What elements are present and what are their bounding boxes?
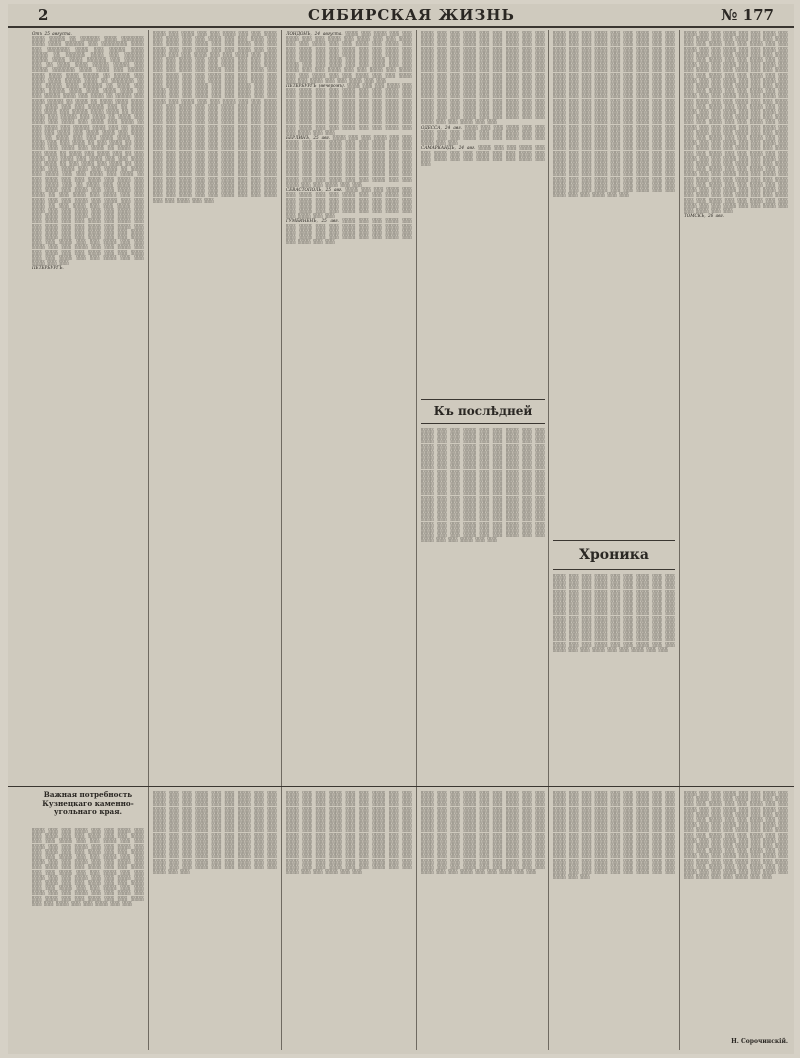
heading-rule [553,540,675,541]
column-divider [281,30,282,1050]
page-number: 2 [38,6,49,24]
column-1-text [32,31,144,783]
heading-rule [421,399,545,400]
dateline: СЕВАСТОПОЛЬ, 25 авг. [286,187,343,193]
column-divider [548,30,549,1050]
text-block: ░░░░ ░░░ ░░░ ░░░░ ░░░ ░░░ ░░░░ ░░░ ░░░ ░░░░ ░░░ ░░░ ░░░░ ░░░ ░░░ ░░░░ ░░░ ░░░ ░░░░ ░░░ ░░░ ░░░░ ░░░ ░░░ ░░░░ ░░░ ░░░ ░░░░ ░░░ ░░░ ░░░░ ░░░ ░░░ ░░░░ ░░░ ░░░ ░░░░ ░░░ ░░░ ░░░░ ░░░ ░░░ ░░░░ ░░░ ░░░ ░░░░ ░░░ ░░░ ░░░░ ░░░ ░░░ ░░░░ ░░░ ░░░ ░░░░ ░░░ ░░░ ░░░░ ░░░ ░░░ ░░░░ ░░░ ░░░ ░░░░ ░░░ ░░░ ░░░░ ░░░ ░░░ ░░░░ ░░░ ░░░ ░░░░ ░░░ ░░░ ░░░░ ░░░ ░░░ ░░░░ ░░░ ░░░ ░░░░ ░░░ ░░░ ░░░░ ░░░ ░░░ ░░░░ ░░░ ░░░ ░░░░ ░░░ ░░░ ░░░░ ░░░ ░░░ ░░░░ ░░░ ░░░ ░░░░ ░░░ ░░░ ░░░░ ░░░ ░░░ ░░░░ ░░░ ░░░ ░░░░ ░░░ ░░░ ░░░░ ░░░ ░░░ ░░░░ ░░░ ░░░ ░░░░ ░░░ ░░░ ░░░░ ░░░ ░░░ ░░░░ ░░░ ░░░ ░░░░ ░░░ ░░░ ░░░░ ░░░ ░░░ ░░░░ ░░░ ░░░ ░░░░ ░░░ ░░░ [153,791,277,875]
text-block: ░░░░ ░░░ ░░░ ░░░░ ░░░ ░░░ ░░░░ ░░░ ░░░ ░░░░ ░░░ ░░░ ░░░░ ░░░ ░░░ ░░░░ ░░░ ░░░ ░░░░ ░░░ ░░░ ░░░░ ░░░ ░░░ ░░░░ ░░░ ░░░ ░░░░ ░░░ ░░░ ░░░░ ░░░ ░░░ ░░░░ ░░░ ░░░ ░░░░ ░░░ ░░░ ░░░░ ░░░ ░░░ ░░░░ ░░░ ░░░ ░░░░ ░░░ ░░░ ░░░░ ░░░ ░░░ ░░░░ ░░░ ░░░ ░░░░ ░░░ ░░░ ░░░░ ░░░ ░░░ ░░░░ ░░░ ░░░ ░░░░ ░░░ ░░░ ░░░░ ░░░ ░░░ ░░░░ ░░░ ░░░ ░░░░ ░░░ ░░░ ░░░░ ░░░ ░░░ ░░░░ ░░░ ░░░ ░░░░ ░░░ ░░░ ░░░░ ░░░ ░░░ ░░░░ ░░░ ░░░ ░░░░ ░░░ ░░░ ░░░░ ░░░ ░░░ ░░░░ ░░░ ░░░ ░░░░ ░░░ ░░░ ░░░░ ░░░ ░░░ ░░░░ ░░░ ░░░ ░░░░ ░░░ ░░░ ░░░░ ░░░ ░░░ ░░░░ ░░░ ░░░ ░░░░ ░░░ ░░░ ░░░░ ░░░ ░░░ ░░░░ ░░░ ░░░ ░░░░ ░░░ ░░░ ░░░░ ░░░ ░░░ ░░░░ ░░░ ░░░ [684,791,788,880]
dateline: ЛОНДОНЪ, 24 августа. [286,31,343,36]
section-rule [8,786,794,787]
text-block: ░░░░ ░░░ ░░░ ░░░░ ░░░ ░░░ ░░░░ ░░░ ░░░ ░░░░ ░░░ ░░░ ░░░░ ░░░ ░░░ ░░░░ ░░░ ░░░ ░░░░ ░░░ ░░░ ░░░░ ░░░ ░░░ ░░░░ ░░░ ░░░ ░░░░ ░░░ ░░░ ░░░░ ░░░ ░░░ ░░░░ ░░░ ░░░ ░░░░ ░░░ ░░░ ░░░░ ░░░ ░░░ ░░░░ ░░░ ░░░ [286,187,412,219]
text-block: ░░░░ ░░░ ░░░ ░░░░ ░░░ ░░░ ░░░░ ░░░ ░░░ ░░░░ ░░░ ░░░ ░░░░ ░░░ ░░░ ░░░░ ░░░ ░░░ ░░░░ ░░░ ░░░ ░░░░ ░░░ ░░░ ░░░░ ░░░ ░░░ ░░░░ ░░░ ░░░ ░░░░ ░░░ ░░░ ░░░░ ░░░ ░░░ ░░░░ ░░░ ░░░ ░░░░ ░░░ ░░░ ░░░░ ░░░ ░░░ ░░░░ ░░░ ░░░ ░░░░ ░░░ ░░░ ░░░░ ░░░ ░░░ ░░░░ ░░░ ░░░ ░░░░ ░░░ ░░░ ░░░░ ░░░ ░░░ ░░░░ ░░░ ░░░ ░░░░ ░░░ ░░░ ░░░░ ░░░ ░░░ ░░░░ ░░░ ░░░ ░░░░ ░░░ ░░░ ░░░░ ░░░ ░░░ ░░░░ ░░░ ░░░ ░░░░ ░░░ ░░░ ░░░░ ░░░ ░░░ ░░░░ ░░░ ░░░ ░░░░ ░░░ ░░░ ░░░░ ░░░ ░░░ ░░░░ ░░░ ░░░ ░░░░ ░░░ ░░░ ░░░░ ░░░ ░░░ ░░░░ ░░░ ░░░ ░░░░ ░░░ ░░░ ░░░░ ░░░ ░░░ ░░░░ ░░░ ░░░ ░░░░ ░░░ ░░░ ░░░░ ░░░ ░░░ ░░░░ ░░░ ░░░ ░░░░ ░░░ ░░░ ░░░░ ░░░ ░░░ ░░░░ ░░░ ░░░ ░░░░ ░░░ ░░░ ░░░░ ░░░ ░░░ ░░░░ ░░░ ░░░ ░░░░ ░░░ ░░░ ░░░░ ░░░ ░░░ ░░░░ ░░░ ░░░ ░░░░ ░░░ ░░░ [421,31,545,125]
article-heading: Важная потребность Кузнецкаго каменно-угольнаго края. [42,791,134,817]
dateline: ОДЕССА, 24 авг. [421,124,462,130]
text-block: ░░░░ ░░░ ░░░ ░░░░ ░░░ ░░░ ░░░░ ░░░ ░░░ ░░░░ ░░░ ░░░ ░░░░ ░░░ ░░░ ░░░░ ░░░ ░░░ ░░░░ ░░░ ░░░ ░░░░ ░░░ ░░░ ░░░░ ░░░ ░░░ ░░░░ ░░░ ░░░ ░░░░ ░░░ ░░░ ░░░░ ░░░ ░░░ ░░░░ ░░░ ░░░ ░░░░ ░░░ ░░░ ░░░░ ░░░ ░░░ ░░░░ ░░░ ░░░ ░░░░ ░░░ ░░░ ░░░░ ░░░ ░░░ ░░░░ ░░░ ░░░ ░░░░ ░░░ ░░░ ░░░░ ░░░ ░░░ ░░░░ ░░░ ░░░ ░░░░ ░░░ ░░░ ░░░░ ░░░ ░░░ ░░░░ ░░░ ░░░ ░░░░ ░░░ ░░░ ░░░░ ░░░ ░░░ ░░░░ ░░░ ░░░ ░░░░ ░░░ ░░░ ░░░░ ░░░ ░░░ ░░░░ ░░░ ░░░ ░░░░ ░░░ ░░░ ░░░░ ░░░ ░░░ ░░░░ ░░░ ░░░ ░░░░ ░░░ ░░░ ░░░░ ░░░ ░░░ ░░░░ ░░░ ░░░ ░░░░ ░░░ ░░░ ░░░░ ░░░ ░░░ ░░░░ ░░░ ░░░ ░░░░ ░░░ ░░░ ░░░░ ░░░ ░░░ ░░░░ ░░░ ░░░ ░░░░ ░░░ ░░░ ░░░░ ░░░ ░░░ ░░░░ ░░░ ░░░ ░░░░ ░░░ ░░░ ░░░░ ░░░ ░░░ ░░░░ ░░░ ░░░ ░░░░ ░░░ ░░░ ░░░░ ░░░ ░░░ ░░░░ ░░░ ░░░ ░░░░ ░░░ ░░░ ░░░░ ░░░ ░░░ ░░░░ ░░░ ░░░ ░░░░ ░░░ ░░░ ░░░░ ░░░ ░░░ ░░░░ ░░░ ░░░ ░░░░ ░░░ ░░░ ░░░░ ░░░ ░░░ ░░░░ ░░░ ░░░ ░░░░ ░░░ ░░░ ░░░░ ░░░ ░░░ ░░░░ ░░░ ░░░ ░░░░ ░░░ ░░░ ░░░░ ░░░ ░░░ ░░░░ ░░░ ░░░ ░░░░ ░░░ ░░░ ░░░░ ░░░ ░░░ ░░░░ ░░░ ░░░ ░░░░ ░░░ ░░░ ░░░░ ░░░ ░░░ ░░░░ ░░░ ░░░ ░░░░ ░░░ ░░░ ░░░░ ░░░ ░░░ ░░░░ ░░░ ░░░ ░░░░ ░░░ ░░░ ░░░░ ░░░ ░░░ ░░░░ ░░░ ░░░ ░░░░ ░░░ ░░░ ░░░░ ░░░ ░░░ ░░░░ ░░░ ░░░ ░░░░ ░░░ ░░░ ░░░░ ░░░ ░░░ ░░░░ ░░░ ░░░ ░░░░ ░░░ ░░░ ░░░░ ░░░ ░░░ ░░░░ ░░░ ░░░ ░░░░ ░░░ ░░░ ░░░░ ░░░ ░░░ ░░░░ ░░░ ░░░ ░░░░ ░░░ ░░░ ░░░░ ░░░ ░░░ ░░░░ ░░░ ░░░ ░░░░ ░░░ ░░░ [553,31,675,198]
text-block: ░░░░ ░░░ ░░░ ░░░░ ░░░ ░░░ ░░░░ ░░░ ░░░ ░░░░ ░░░ ░░░ ░░░░ ░░░ ░░░ ░░░░ ░░░ ░░░ ░░░░ ░░░ ░░░ ░░░░ ░░░ ░░░ ░░░░ ░░░ ░░░ ░░░░ ░░░ ░░░ ░░░░ ░░░ ░░░ ░░░░ ░░░ ░░░ ░░░░ ░░░ ░░░ ░░░░ ░░░ ░░░ ░░░░ ░░░ ░░░ ░░░░ ░░░ ░░░ ░░░░ ░░░ ░░░ ░░░░ ░░░ ░░░ ░░░░ ░░░ ░░░ ░░░░ ░░░ ░░░ ░░░░ ░░░ ░░░ ░░░░ ░░░ ░░░ ░░░░ ░░░ ░░░ ░░░░ ░░░ ░░░ ░░░░ ░░░ ░░░ ░░░░ ░░░ ░░░ ░░░░ ░░░ ░░░ ░░░░ ░░░ ░░░ ░░░░ ░░░ ░░░ ░░░░ ░░░ ░░░ ░░░░ ░░░ ░░░ ░░░░ ░░░ ░░░ ░░░░ ░░░ ░░░ ░░░░ ░░░ ░░░ ░░░░ ░░░ ░░░ ░░░░ ░░░ ░░░ ░░░░ ░░░ ░░░ ░░░░ ░░░ ░░░ ░░░░ ░░░ ░░░ ░░░░ ░░░ ░░░ ░░░░ ░░░ ░░░ ░░░░ ░░░ ░░░ ░░░░ ░░░ ░░░ ░░░░ ░░░ ░░░ ░░░░ ░░░ ░░░ ░░░░ ░░░ ░░░ ░░░░ ░░░ ░░░ ░░░░ ░░░ ░░░ ░░░░ ░░░ ░░░ [553,791,675,880]
text-block: ░░░░ ░░░ ░░░ ░░░░ ░░░ ░░░ ░░░░ ░░░ ░░░ ░░░░ ░░░ ░░░ ░░░░ ░░░ ░░░ ░░░░ ░░░ ░░░ ░░░░ ░░░ ░░░ ░░░░ ░░░ ░░░ ░░░░ ░░░ ░░░ ░░░░ ░░░ ░░░ ░░░░ ░░░ ░░░ ░░░░ ░░░ ░░░ ░░░░ ░░░ ░░░ ░░░░ ░░░ ░░░ ░░░░ ░░░ ░░░ ░░░░ ░░░ ░░░ ░░░░ ░░░ ░░░ ░░░░ ░░░ ░░░ ░░░░ ░░░ ░░░ ░░░░ ░░░ ░░░ ░░░░ ░░░ ░░░ ░░░░ ░░░ ░░░ ░░░░ ░░░ ░░░ ░░░░ ░░░ ░░░ ░░░░ ░░░ ░░░ ░░░░ ░░░ ░░░ ░░░░ ░░░ ░░░ ░░░░ ░░░ ░░░ ░░░░ ░░░ ░░░ ░░░░ ░░░ ░░░ ░░░░ ░░░ ░░░ ░░░░ ░░░ ░░░ ░░░░ ░░░ ░░░ ░░░░ ░░░ ░░░ ░░░░ ░░░ ░░░ ░░░░ ░░░ ░░░ ░░░░ ░░░ ░░░ ░░░░ ░░░ ░░░ ░░░░ ░░░ ░░░ ░░░░ ░░░ ░░░ ░░░░ ░░░ ░░░ ░░░░ ░░░ ░░░ ░░░░ ░░░ ░░░ ░░░░ ░░░ ░░░ ░░░░ ░░░ ░░░ ░░░░ ░░░ ░░░ ░░░░ ░░░ ░░░ ░░░░ ░░░ ░░░ ░░░░ ░░░ ░░░ ░░░░ ░░░ ░░░ ░░░░ ░░░ ░░░ ░░░░ ░░░ ░░░ ░░░░ ░░░ ░░░ ░░░░ ░░░ ░░░ ░░░░ ░░░ ░░░ ░░░░ ░░░ ░░░ ░░░░ ░░░ ░░░ ░░░░ ░░░ ░░░ ░░░░ ░░░ ░░░ ░░░░ ░░░ ░░░ ░░░░ ░░░ ░░░ ░░░░ ░░░ ░░░ ░░░░ ░░░ ░░░ ░░░░ ░░░ ░░░ ░░░░ ░░░ ░░░ [421,428,545,543]
heading-rule [553,569,675,570]
column-4-bottom-text [421,428,545,782]
column-6-text [684,31,788,783]
dateline: БЕРЛИНЪ, 25 авг. [286,135,330,141]
column-3-text [286,31,412,783]
article-signature: Н. Сорочинскій. [731,1038,788,1045]
column-divider [148,30,149,1050]
column-5-bottom-text [553,574,675,782]
lower-column-3-text [286,791,412,1050]
text-block: ░░░░ ░░░░░ ░░ ░░░░░░ ░░░░ ░░░░░░░ ░░░░ ░░░░ ░░░░░░ ░░░ ░░░░░░░░ ░░░░ ░░░ ░░░░░░░ ░░░░ ░░░ ░░░░░ ░░░░ ░░░░░ ░░ ░░░░░░ ░░░░ ░░░ ░░░░░░ ░░░░░ ░░░░ ░░░░ ░░░░░░ ░░░ ░░░░░░ ░░░ ░░ ░░░░ ░░░░ ░░░░░ ░░░░░ ░░░ ░░░░░ ░░░░░░░ ░░░░ ░░░░ ░░░ ░░░░░ ░░░░ ░░░░ ░░░░ ░░░░░ ░░ ░░░░░ ░░░ ░░░░ ░░░░ ░░░░░ ░░░░ ░░ ░░░░░░░ ░░ ░░░ ░░░░░ ░░░░ ░░░░░░ ░░ ░░░░ ░░░ ░░░░ ░░░░░ ░░░░ ░░░░ ░░░░ ░░░░ ░░ ░░░ ░░░░░ ░░░░ ░░░ ░░░░ ░░ ░░░░░ ░░░ ░░░░ ░░░░░ ░░ ░░░░ ░░ ░░░░ ░░░░ ░░░░ ░░░ ░░░░ ░░░ ░░░ ░░░░░ ░░░ ░░ ░░░░ ░░░ ░░░░ ░░░ ░░░░░ ░░░░ ░░░░ ░░ ░░░░ ░░░░ ░░░ ░░░░░ ░░░ ░░░░ ░░ ░░░░ ░░░ ░░░░ ░░░ ░░░░ ░░░ ░░░░ ░░░ ░░░░ ░░ ░░░ ░░░░ ░░░ ░░░░░ ░░░░ ░░░ ░░ ░░░░ ░░░ ░░░ ░░░░ ░░░ ░░░░ ░░░░ ░░░ ░░░░ ░░░ ░░ ░░░░ ░░░ ░░░ ░░░░ ░░░░ ░░░ ░░░░ ░░░ ░░░ ░░░░ ░░ ░░░ ░░░░ ░░ ░░░ ░░░░ ░░░ ░░░░ ░░░ ░░░░ ░░ ░░░░ ░░░ ░░░ ░░░░ ░░ ░░░░ ░░░ ░░░░ ░░░ ░░ ░░░ ░░░░ ░░░ ░░░░ ░░░ ░░░░ ░░░ ░░░ ░░░░ ░░░ ░░░░ ░░ ░░░ ░░░░ ░░░ ░░░░ ░░ ░░░ ░░░░ ░░░ ░░░░ ░░░ ░░░ ░░░░ ░░ ░░░░ ░░░ ░░░░ ░░░ ░░░ ░░░░ ░░░ ░░░░ ░░ ░░░ ░░░░ ░░░ ░░░ ░░░░ ░░░ ░░░░ ░░░ ░░░ ░░░░ ░░░ ░░ ░░░░ ░░░ ░░░░ ░░░ ░░░ ░░░░ ░░░ ░░░░ ░░░ ░░░ ░░░░ ░░░ ░░░░ ░░ ░░░ ░░░░ ░░░ ░░░░ ░░░ ░░░ ░░░░ ░░░ ░░░ ░░░░ ░░░ ░░░░ ░░░ ░░░ ░░░░ ░░ ░░░ ░░░░ ░░░ ░░░ ░░░░ ░░░ ░░░░ ░░░ ░░░ ░░░░ ░░░ ░░░ ░░░░ ░░░ ░░░ ░░░░ ░░░ ░░░░ ░░░ ░░░ ░░░░ ░░░ ░░░ ░░░░ ░░░ ░░░ ░░░░ ░░░ ░░░░ ░░░ ░░░ ░░░░ ░░░ ░░░ ░░░░ ░░░ ░░░░ ░░░ ░░░ ░░░░ ░░░ ░░░ ░░░░ ░░░ ░░░ ░░░░ ░░░ ░░░░ ░░░ ░░░ ░░░░ ░░░ ░░░ ░░░░ ░░░ ░░░ ░░░░ ░░░ ░░░ ░░░░ ░░░ ░░░ ░░░░ ░░░ ░░░ ░░░░ ░░░ ░░░ ░░░░ ░░░ ░░░ ░░░░ ░░░ ░░░ ░░░░ ░░░ ░░░ ░░░░ ░░░ ░░░ ░░░░ ░░░ ░░░ ░░░░ ░░░ ░░░ ░░░░ ░░░ ░░░ [32,36,144,265]
masthead-rule [8,26,794,28]
text-block: ░░░░ ░░░ ░░░ ░░░░ ░░░ ░░░ ░░░░ ░░░ ░░░ ░░░░ ░░░ ░░░ ░░░░ ░░░ ░░░ ░░░░ ░░░ ░░░ ░░░░ ░░░ ░░░ ░░░░ ░░░ ░░░ ░░░░ ░░░ ░░░ ░░░░ ░░░ ░░░ ░░░░ ░░░ ░░░ ░░░░ ░░░ ░░░ ░░░░ ░░░ ░░░ ░░░░ ░░░ ░░░ ░░░░ ░░░ ░░░ ░░░░ ░░░ ░░░ ░░░░ ░░░ ░░░ ░░░░ ░░░ ░░░ ░░░░ ░░░ ░░░ ░░░░ ░░░ ░░░ ░░░░ ░░░ ░░░ ░░░░ ░░░ ░░░ ░░░░ ░░░ ░░░ ░░░░ ░░░ ░░░ ░░░░ ░░░ ░░░ ░░░░ ░░░ ░░░ ░░░░ ░░░ ░░░ ░░░░ ░░░ ░░░ ░░░░ ░░░ ░░░ ░░░░ ░░░ ░░░ ░░░░ ░░░ ░░░ ░░░░ ░░░ ░░░ ░░░░ ░░░ ░░░ ░░░░ ░░░ ░░░ ░░░░ ░░░ ░░░ ░░░░ ░░░ ░░░ ░░░░ ░░░ ░░░ ░░░░ ░░░ ░░░ ░░░░ ░░░ ░░░ ░░░░ ░░░ ░░░ ░░░░ ░░░ ░░░ ░░░░ ░░░ ░░░ ░░░░ ░░░ ░░░ ░░░░ ░░░ ░░░ ░░░░ ░░░ ░░░ ░░░░ ░░░ ░░░ ░░░░ ░░░ ░░░ [286,791,412,875]
dateline: ПЕТЕРБУРГЪ (вечеромъ). [286,83,345,89]
masthead [8,4,794,26]
text-block: ░░░░ ░░░ ░░░ ░░░░ ░░░ ░░░ ░░░░ ░░░ ░░░ ░░░░ ░░░ ░░░ ░░░░ ░░░ ░░░ ░░░░ ░░░ ░░░ ░░░░ ░░░ ░░░ ░░░░ ░░░ ░░░ ░░░░ ░░░ ░░░ [421,124,545,146]
text-block: ░░░░ ░░░ ░░░ ░░░░ ░░░ ░░░ ░░░░ ░░░ ░░░ ░░░░ ░░░ ░░░ ░░░░ ░░░ ░░░ ░░░░ ░░░ ░░░ ░░░░ ░░░ ░░░ ░░░░ ░░░ ░░░ ░░░░ ░░░ ░░░ ░░░░ ░░░ ░░░ ░░░░ ░░░ ░░░ ░░░░ ░░░ ░░░ [286,218,412,245]
lower-column-6-text [684,791,788,1031]
text-block: ░░░░ ░░░ ░░░░ ░░░ ░░░ ░░░░ ░░░ ░░░ ░░░░ ░░░ ░░░░ ░░░ ░░░ ░░░░ ░░░ ░░░ ░░░░ ░░░ ░░░ ░░░░ ░░░ ░░░░ ░░░ ░░░ ░░░░ ░░░ ░░░ ░░░░ ░░░ ░░░ ░░░░ ░░░ ░░░ ░░░░ ░░░ ░░░ ░░░░ ░░░ ░░░ ░░░░ ░░░ ░░░ ░░░░ ░░░ ░░░░ ░░░ ░░░ ░░░░ ░░░ ░░░ ░░░░ ░░░ ░░░ ░░░░ ░░░ ░░░ ░░░░ ░░░ ░░░ ░░░░ ░░░ ░░░ ░░░░ ░░░ ░░░ ░░░░ ░░░ ░░░░ ░░░ ░░░ ░░░░ ░░░ ░░░ ░░░░ ░░░ ░░░ ░░░░ ░░░ ░░░ ░░░░ ░░░ ░░░ ░░░░ ░░░ ░░░ [286,31,412,83]
text-block: ░░░░ ░░░ ░░░ ░░░░ ░░░ ░░░ ░░░░ ░░░ ░░░ ░░░░ ░░░ ░░░ ░░░░ ░░░ ░░░ ░░░░ ░░░ ░░░ ░░░░ ░░░ ░░░ ░░░░ ░░░ ░░░ ░░░░ ░░░ ░░░ ░░░░ ░░░ ░░░ ░░░░ ░░░ ░░░ ░░░░ ░░░ ░░░ ░░░░ ░░░ ░░░ ░░░░ ░░░ ░░░ ░░░░ ░░░ ░░░ ░░░░ ░░░ ░░░ ░░░░ ░░░ ░░░ ░░░░ ░░░ ░░░ ░░░░ ░░░ ░░░ ░░░░ ░░░ ░░░ ░░░░ ░░░ ░░░ ░░░░ ░░░ ░░░ ░░░░ ░░░ ░░░ ░░░░ ░░░ ░░░ ░░░░ ░░░ ░░░ ░░░░ ░░░ ░░░ ░░░░ ░░░ ░░░ ░░░░ ░░░ ░░░ ░░░░ ░░░ ░░░ ░░░░ ░░░ ░░░ ░░░░ ░░░ ░░░ ░░░░ ░░░ ░░░ ░░░░ ░░░ ░░░ ░░░░ ░░░ ░░░ ░░░░ ░░░ ░░░ ░░░░ ░░░ ░░░ ░░░░ ░░░ ░░░ ░░░░ ░░░ ░░░ ░░░░ ░░░ ░░░ ░░░░ ░░░ ░░░ ░░░░ ░░░ ░░░ ░░░░ ░░░ ░░░ ░░░░ ░░░ ░░░ ░░░░ ░░░ ░░░ ░░░░ ░░░ ░░░ ░░░░ ░░░ ░░░ ░░░░ ░░░ ░░░ ░░░░ ░░░ ░░░ ░░░░ ░░░ ░░░ ░░░░ ░░░ ░░░ ░░░░ ░░░ ░░░ ░░░░ ░░░ ░░░ ░░░░ ░░░ ░░░ ░░░░ ░░░ ░░░ ░░░░ ░░░ ░░░ ░░░░ ░░░ ░░░ ░░░░ ░░░ ░░░ ░░░░ ░░░ ░░░ ░░░░ ░░░ ░░░ ░░░░ ░░░ ░░░ ░░░░ ░░░ ░░░ ░░░░ ░░░ ░░░ ░░░░ ░░░ ░░░ ░░░░ ░░░ ░░░ ░░░░ ░░░ ░░░ ░░░░ ░░░ ░░░ ░░░░ ░░░ ░░░ ░░░░ ░░░ ░░░ ░░░░ ░░░ ░░░ ░░░░ ░░░ ░░░ ░░░░ ░░░ ░░░ ░░░░ ░░░ ░░░ ░░░░ ░░░ ░░░ ░░░░ ░░░ ░░░ ░░░░ ░░░ ░░░ ░░░░ ░░░ ░░░ ░░░░ ░░░ ░░░ ░░░░ ░░░ ░░░ ░░░░ ░░░ ░░░ ░░░░ ░░░ ░░░ ░░░░ ░░░ ░░░ ░░░░ ░░░ ░░░ ░░░░ ░░░ ░░░ ░░░░ ░░░ ░░░ ░░░░ ░░░ ░░░ ░░░░ ░░░ ░░░ ░░░░ ░░░ ░░░ ░░░░ ░░░ ░░░ ░░░░ ░░░ ░░░ ░░░░ ░░░ ░░░ ░░░░ ░░░ ░░░ ░░░░ ░░░ ░░░ [684,31,788,213]
latest-mail-heading: Къ послѣдней [433,404,533,418]
column-2-text [153,31,277,783]
lower-column-5-text [553,791,675,1050]
text-block: ░░░░ ░░░ ░░░ ░░░░ ░░░ ░░░ ░░░░ ░░░ ░░░ ░░░░ ░░░ ░░░ ░░░░ ░░░ ░░░ ░░░░ ░░░ ░░░ ░░░░ ░░░ ░░░ ░░░░ ░░░ ░░░ [421,145,545,167]
lower-column-2-text [153,791,277,1050]
text-block: ░░░░ ░░░ ░░░ ░░░░ ░░░ ░░░ ░░░░ ░░░ ░░░ ░░░░ ░░░ ░░░ ░░░░ ░░░ ░░░ ░░░░ ░░░ ░░░ ░░░░ ░░░ ░░░ ░░░░ ░░░ ░░░ ░░░░ ░░░ ░░░ ░░░░ ░░░ ░░░ ░░░░ ░░░ ░░░ ░░░░ ░░░ ░░░ ░░░░ ░░░ ░░░ ░░░░ ░░░ ░░░ ░░░░ ░░░ ░░░ ░░░░ ░░░ ░░░ ░░░░ ░░░ ░░░ ░░░░ ░░░ ░░░ ░░░░ ░░░ ░░░ ░░░░ ░░░ ░░░ ░░░░ ░░░ ░░░ ░░░░ ░░░ ░░░ ░░░░ ░░░ ░░░ ░░░░ ░░░ ░░░ ░░░░ ░░░ ░░░ ░░░░ ░░░ ░░░ ░░░░ ░░░ ░░░ ░░░░ ░░░ ░░░ ░░░░ ░░░ ░░░ ░░░░ ░░░ ░░░ ░░░░ ░░░ ░░░ ░░░░ ░░░ ░░░ ░░░░ ░░░ ░░░ ░░░░ ░░░ ░░░ ░░░░ ░░░ ░░░ ░░░░ ░░░ ░░░ ░░░░ ░░░ ░░░ ░░░░ ░░░ ░░░ ░░░░ ░░░ ░░░ ░░░░ ░░░ ░░░ ░░░░ ░░░ ░░░ ░░░░ ░░░ ░░░ ░░░░ ░░░ ░░░ ░░░░ ░░░ ░░░ ░░░░ ░░░ ░░░ [553,574,675,652]
text-block: ░░░░ ░░░ ░░░░ ░░░ ░░░ ░░░░ ░░░ ░░░ ░░░░ ░░░ ░░░░ ░░░ ░░░ ░░░░ ░░░ ░░░ ░░░░ ░░░ ░░░ ░░░░ ░░░ ░░░░ ░░░ ░░░ ░░░░ ░░░ ░░░ ░░░░ ░░░ ░░░ ░░░░ ░░░ ░░░ ░░░░ ░░░ ░░░ ░░░░ ░░░ ░░░ ░░░░ ░░░ ░░░ ░░░░ ░░░ ░░░░ ░░░ ░░░ ░░░░ ░░░ ░░░ ░░░░ ░░░ ░░░ ░░░░ ░░░ ░░░ ░░░░ ░░░ ░░░ ░░░░ ░░░ ░░░ ░░░░ ░░░ ░░░ ░░░░ ░░░ ░░░░ ░░░ ░░░ ░░░░ ░░░ ░░░ ░░░░ ░░░ ░░░ ░░░░ ░░░ ░░░ ░░░░ ░░░ ░░░ ░░░░ ░░░ ░░░ ░░░░ ░░░ ░░░ ░░░░ ░░░ ░░░ ░░░░ ░░░ ░░░░ ░░░ ░░░ ░░░░ ░░░ ░░░ ░░░░ ░░░ ░░░ ░░░░ ░░░ ░░░ ░░░░ ░░░ ░░░ ░░░░ ░░░ ░░░ ░░░░ ░░░ ░░░ ░░░░ ░░░ ░░░ ░░░░ ░░░ ░░░░ ░░░ ░░░ ░░░░ ░░░ ░░░ ░░░░ ░░░ ░░░ ░░░░ ░░░ ░░░ ░░░░ ░░░ ░░░ ░░░░ ░░░ ░░░ ░░░░ ░░░ ░░░ ░░░░ ░░░ ░░░ ░░░░ ░░░ ░░░ ░░░░ ░░░ ░░░ ░░░░ ░░░ ░░░ ░░░░ ░░░ ░░░ ░░░░ ░░░ ░░░ ░░░░ ░░░ ░░░ ░░░░ ░░░ ░░░ ░░░░ ░░░ ░░░ ░░░░ ░░░ ░░░ ░░░░ ░░░ ░░░ ░░░░ ░░░ ░░░ ░░░░ ░░░ ░░░ ░░░░ ░░░ ░░░ ░░░░ ░░░ ░░░ ░░░░ ░░░ ░░░ ░░░░ ░░░ ░░░ ░░░░ ░░░ ░░░ ░░░░ ░░░ ░░░ ░░░░ ░░░ ░░░ ░░░░ ░░░ ░░░ ░░░░ ░░░ ░░░ ░░░░ ░░░ ░░░ ░░░░ ░░░ ░░░ ░░░░ ░░░ ░░░ ░░░░ ░░░ ░░░ ░░░░ ░░░ ░░░ ░░░░ ░░░ ░░░ ░░░░ ░░░ ░░░ ░░░░ ░░░ ░░░ ░░░░ ░░░ ░░░ ░░░░ ░░░ ░░░ ░░░░ ░░░ ░░░ ░░░░ ░░░ ░░░ ░░░░ ░░░ ░░░ ░░░░ ░░░ ░░░ ░░░░ ░░░ ░░░ ░░░░ ░░░ ░░░ ░░░░ ░░░ ░░░ ░░░░ ░░░ ░░░ ░░░░ ░░░ ░░░ ░░░░ ░░░ ░░░ ░░░░ ░░░ ░░░ ░░░░ ░░░ ░░░ ░░░░ ░░░ ░░░ ░░░░ ░░░ ░░░ ░░░░ ░░░ ░░░ ░░░░ ░░░ ░░░ ░░░░ ░░░ ░░░ ░░░░ ░░░ ░░░ ░░░░ ░░░ ░░░ [153,31,277,203]
text-block: ░░░░ ░░░ ░░░ ░░░░ ░░░ ░░░ ░░░░ ░░░ ░░░ ░░░░ ░░░ ░░░ ░░░░ ░░░ ░░░ ░░░░ ░░░ ░░░ ░░░░ ░░░ ░░░ ░░░░ ░░░ ░░░ ░░░░ ░░░ ░░░ ░░░░ ░░░ ░░░ ░░░░ ░░░ ░░░ ░░░░ ░░░ ░░░ ░░░░ ░░░ ░░░ ░░░░ ░░░ ░░░ ░░░░ ░░░ ░░░ ░░░░ ░░░ ░░░ ░░░░ ░░░ ░░░ ░░░░ ░░░ ░░░ ░░░░ ░░░ ░░░ ░░░░ ░░░ ░░░ ░░░░ ░░░ ░░░ ░░░░ ░░░ ░░░ ░░░░ ░░░ ░░░ ░░░░ ░░░ ░░░ ░░░░ ░░░ ░░░ ░░░░ ░░░ ░░░ ░░░░ ░░░ ░░░ ░░░░ ░░░ ░░░ ░░░░ ░░░ ░░░ ░░░░ ░░░ ░░░ ░░░░ ░░░ ░░░ ░░░░ ░░░ ░░░ ░░░░ ░░░ ░░░ ░░░░ ░░░ ░░░ ░░░░ ░░░ ░░░ ░░░░ ░░░ ░░░ ░░░░ ░░░ ░░░ ░░░░ ░░░ ░░░ ░░░░ ░░░ ░░░ ░░░░ ░░░ ░░░ ░░░░ ░░░ ░░░ ░░░░ ░░░ ░░░ ░░░░ ░░░ ░░░ ░░░░ ░░░ ░░░ ░░░░ ░░░ ░░░ ░░░░ ░░░ ░░░ ░░░░ ░░░ ░░░ ░░░░ ░░░ ░░░ [421,791,545,875]
column-divider [416,30,417,1050]
issue-number: № 177 [721,6,774,24]
text-block: ░░░░ ░░░ ░░░ ░░░░ ░░░ ░░░ ░░░░ ░░░ ░░░ ░░░░ ░░░ ░░░ ░░░░ ░░░ ░░░ ░░░░ ░░░ ░░░ ░░░░ ░░░ ░░░ ░░░░ ░░░ ░░░ ░░░░ ░░░ ░░░ ░░░░ ░░░ ░░░ ░░░░ ░░░ ░░░ ░░░░ ░░░ ░░░ ░░░░ ░░░ ░░░ ░░░░ ░░░ ░░░ ░░░░ ░░░ ░░░ ░░░░ ░░░ ░░░ ░░░░ ░░░ ░░░ ░░░░ ░░░ ░░░ ░░░░ ░░░ ░░░ ░░░░ ░░░ ░░░ ░░░░ ░░░ ░░░ ░░░░ ░░░ ░░░ ░░░░ ░░░ ░░░ ░░░░ ░░░ ░░░ ░░░░ ░░░ ░░░ ░░░░ ░░░ ░░░ ░░░░ ░░░ ░░░ [286,83,412,135]
lower-column-1-text [32,828,144,1050]
dateline: ТОМСКЪ, 26 авг. [684,213,724,219]
dateline: ГУМБИНЕНЪ, 25 авг. [286,218,339,224]
heading-rule [421,423,545,424]
dateline: САМАРКАНДЪ, 24 авг. [421,145,476,151]
lower-column-4-text [421,791,545,1050]
text-block: ░░░░ ░░░ ░░░ ░░░░ ░░░ ░░░ ░░░░ ░░░ ░░░ ░░░░ ░░░ ░░░ ░░░░ ░░░ ░░░ ░░░░ ░░░ ░░░ ░░░░ ░░░ ░░░ ░░░░ ░░░ ░░░ ░░░░ ░░░ ░░░ ░░░░ ░░░ ░░░ ░░░░ ░░░ ░░░ ░░░░ ░░░ ░░░ ░░░░ ░░░ ░░░ ░░░░ ░░░ ░░░ ░░░░ ░░░ ░░░ ░░░░ ░░░ ░░░ ░░░░ ░░░ ░░░ ░░░░ ░░░ ░░░ ░░░░ ░░░ ░░░ ░░░░ ░░░ ░░░ ░░░░ ░░░ ░░░ ░░░░ ░░░ ░░░ ░░░░ ░░░ ░░░ ░░░░ ░░░ ░░░ ░░░░ ░░░ ░░░ ░░░░ ░░░ ░░░ ░░░░ ░░░ ░░░ ░░░░ ░░░ ░░░ ░░░░ ░░░ ░░░ ░░░░ ░░░ ░░░ ░░░░ ░░░ ░░░ ░░░░ ░░░ ░░░ ░░░░ ░░░ ░░░ ░░░░ ░░░ ░░░ ░░░░ ░░░ ░░░ ░░░░ ░░░ ░░░ ░░░░ ░░░ ░░░ ░░░░ ░░░ ░░░ ░░░░ ░░░ ░░░ ░░░░ ░░░ ░░░ [32,828,144,906]
column-divider [679,30,680,1050]
column-4-top-text [421,31,545,379]
newspaper-page [8,4,794,1054]
text-block: ░░░░ ░░░ ░░░ ░░░░ ░░░ ░░░ ░░░░ ░░░ ░░░ ░░░░ ░░░ ░░░ ░░░░ ░░░ ░░░ ░░░░ ░░░ ░░░ ░░░░ ░░░ ░░░ ░░░░ ░░░ ░░░ ░░░░ ░░░ ░░░ ░░░░ ░░░ ░░░ ░░░░ ░░░ ░░░ ░░░░ ░░░ ░░░ ░░░░ ░░░ ░░░ ░░░░ ░░░ ░░░ ░░░░ ░░░ ░░░ ░░░░ ░░░ ░░░ ░░░░ ░░░ ░░░ ░░░░ ░░░ ░░░ ░░░░ ░░░ ░░░ ░░░░ ░░░ ░░░ ░░░░ ░░░ ░░░ ░░░░ ░░░ ░░░ ░░░░ ░░░ ░░░ ░░░░ ░░░ ░░░ ░░░░ ░░░ ░░░ ░░░░ ░░░ ░░░ ░░░░ ░░░ ░░░ ░░░░ ░░░ ░░░ [286,135,412,187]
newspaper-title: СИБИРСКАЯ ЖИЗНЬ [308,6,515,24]
chronicle-heading: Хроника [579,547,649,563]
dateline: ПЕТЕРБУРГЪ. [32,265,64,271]
dateline: Отъ 25 августа. [32,31,72,36]
column-5-top-text [553,31,675,539]
